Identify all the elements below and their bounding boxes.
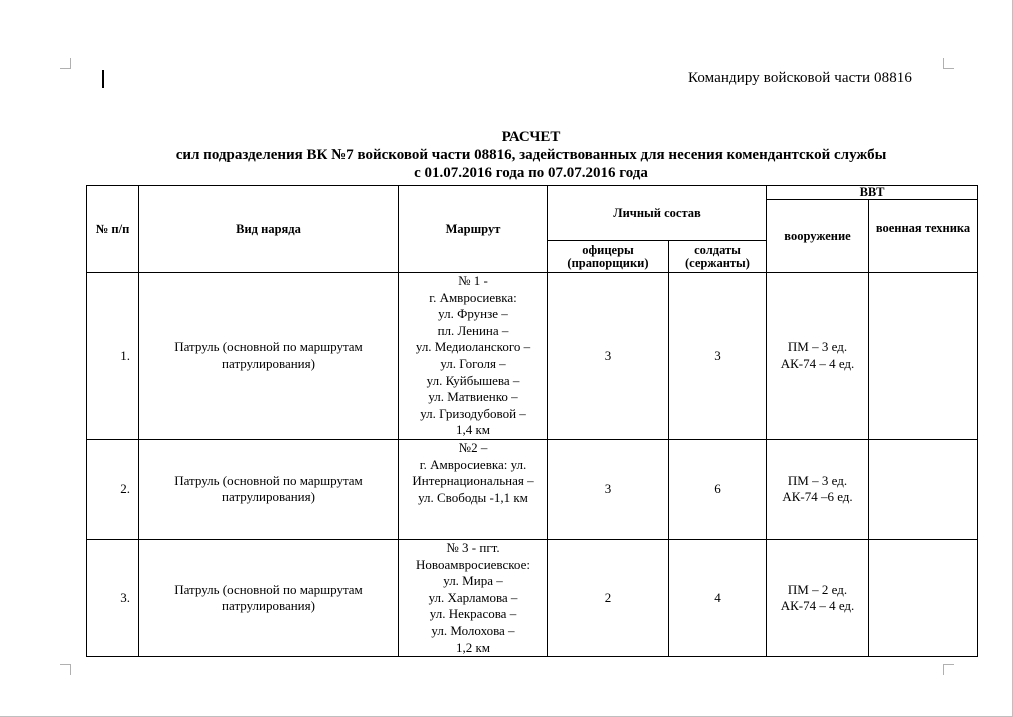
header-route[interactable]: Маршрут [399, 186, 548, 273]
margin-mark-top-right [943, 58, 954, 69]
soldiers-cell[interactable]: 4 [669, 539, 767, 656]
row-number[interactable]: 1. [87, 273, 139, 440]
table-row[interactable] [87, 539, 978, 656]
weapons-line: ПМ – 3 ед. [787, 339, 848, 355]
weapons-line: АК-74 – 4 ед. [780, 598, 855, 614]
route-line: ул. Свободы -1,1 км [418, 489, 528, 505]
weapons-line: ПМ – 2 ед. [787, 581, 848, 597]
route-line: ул. Гоголя – [440, 355, 506, 371]
duty-type-cell[interactable]: Патруль (основной по маршрутам патрулирования) [139, 273, 399, 440]
weapons-line: ПМ – 3 ед. [787, 472, 848, 488]
route-line: г. Амвросиевка: [429, 289, 517, 305]
officers-cell[interactable]: 3 [548, 439, 669, 539]
header-soldiers[interactable]: солдаты (сержанты) [669, 241, 767, 273]
title-line-3: с 01.07.2016 года по 07.07.2016 года [414, 165, 648, 181]
route-line: № 1 - [458, 273, 488, 288]
table-row[interactable] [87, 273, 978, 440]
route-line: Интернациональная – [412, 473, 534, 489]
officers-cell[interactable]: 3 [548, 273, 669, 440]
route-line: ул. Куйбышева – [426, 372, 520, 388]
route-line: ул. Некрасова – [429, 606, 517, 622]
document-title[interactable] [86, 128, 976, 182]
vehicles-cell[interactable] [869, 273, 978, 440]
route-cell[interactable] [399, 539, 548, 656]
route-line: 1,2 км [455, 639, 491, 655]
margin-mark-top-left [60, 58, 71, 69]
margin-mark-bottom-right [943, 664, 954, 675]
duty-type-cell[interactable]: Патруль (основной по маршрутам патрулирования) [139, 539, 399, 656]
route-line: пл. Ленина – [437, 322, 509, 338]
route-line: ул. Фрунзе – [438, 306, 508, 322]
route-line: ул. Матвиенко – [428, 389, 518, 405]
weapons-cell[interactable] [767, 539, 869, 656]
route-cell[interactable] [399, 439, 548, 539]
header-number[interactable]: № п/п [87, 186, 139, 273]
route-line: ул. Мира – [443, 573, 503, 589]
route-line: ул. Молохова – [431, 622, 515, 638]
header-duty-type[interactable]: Вид наряда [139, 186, 399, 273]
row-number[interactable]: 2. [87, 439, 139, 539]
duty-type-cell[interactable]: Патруль (основной по маршрутам патрулирования) [139, 439, 399, 539]
weapons-line: АК-74 –6 ед. [782, 489, 853, 505]
route-cell[interactable] [399, 273, 548, 440]
route-line: № 3 - пгт. [446, 539, 500, 555]
route-line: 1,4 км [455, 422, 491, 438]
soldiers-cell[interactable]: 3 [669, 273, 767, 440]
text-cursor[interactable] [102, 70, 104, 88]
route-line: ул. Харламова – [428, 589, 518, 605]
header-vehicles[interactable]: военная техника [869, 200, 978, 273]
header-vvt[interactable]: ВВТ [767, 186, 978, 200]
route-line: №2 – [458, 439, 488, 455]
soldiers-cell[interactable]: 6 [669, 439, 767, 539]
personnel-table[interactable] [86, 185, 978, 657]
vehicles-cell[interactable] [869, 439, 978, 539]
route-line: ул. Медиоланского – [415, 339, 531, 355]
header-personnel[interactable]: Личный состав [548, 186, 767, 241]
row-number[interactable]: 3. [87, 539, 139, 656]
title-line-1: РАСЧЕТ [501, 129, 561, 145]
route-line: ул. Гризодубовой – [420, 405, 526, 421]
route-line: г. Амвросиевка: ул. [419, 456, 527, 472]
header-weapons[interactable]: вооружение [767, 200, 869, 273]
addressee-line[interactable]: Командиру войсковой части 08816 [688, 70, 912, 86]
table-row[interactable] [87, 439, 978, 539]
vehicles-cell[interactable] [869, 539, 978, 656]
margin-mark-bottom-left [60, 664, 71, 675]
route-line: Новоамвросиевское: [416, 556, 530, 572]
weapons-line: АК-74 – 4 ед. [780, 355, 855, 371]
officers-cell[interactable]: 2 [548, 539, 669, 656]
weapons-cell[interactable] [767, 439, 869, 539]
weapons-cell[interactable] [767, 273, 869, 440]
header-officers[interactable]: офицеры (прапорщики) [548, 241, 669, 273]
title-line-2: сил подразделения ВК №7 войсковой части 08816, задействованных для несения комендантской службы [175, 147, 887, 163]
